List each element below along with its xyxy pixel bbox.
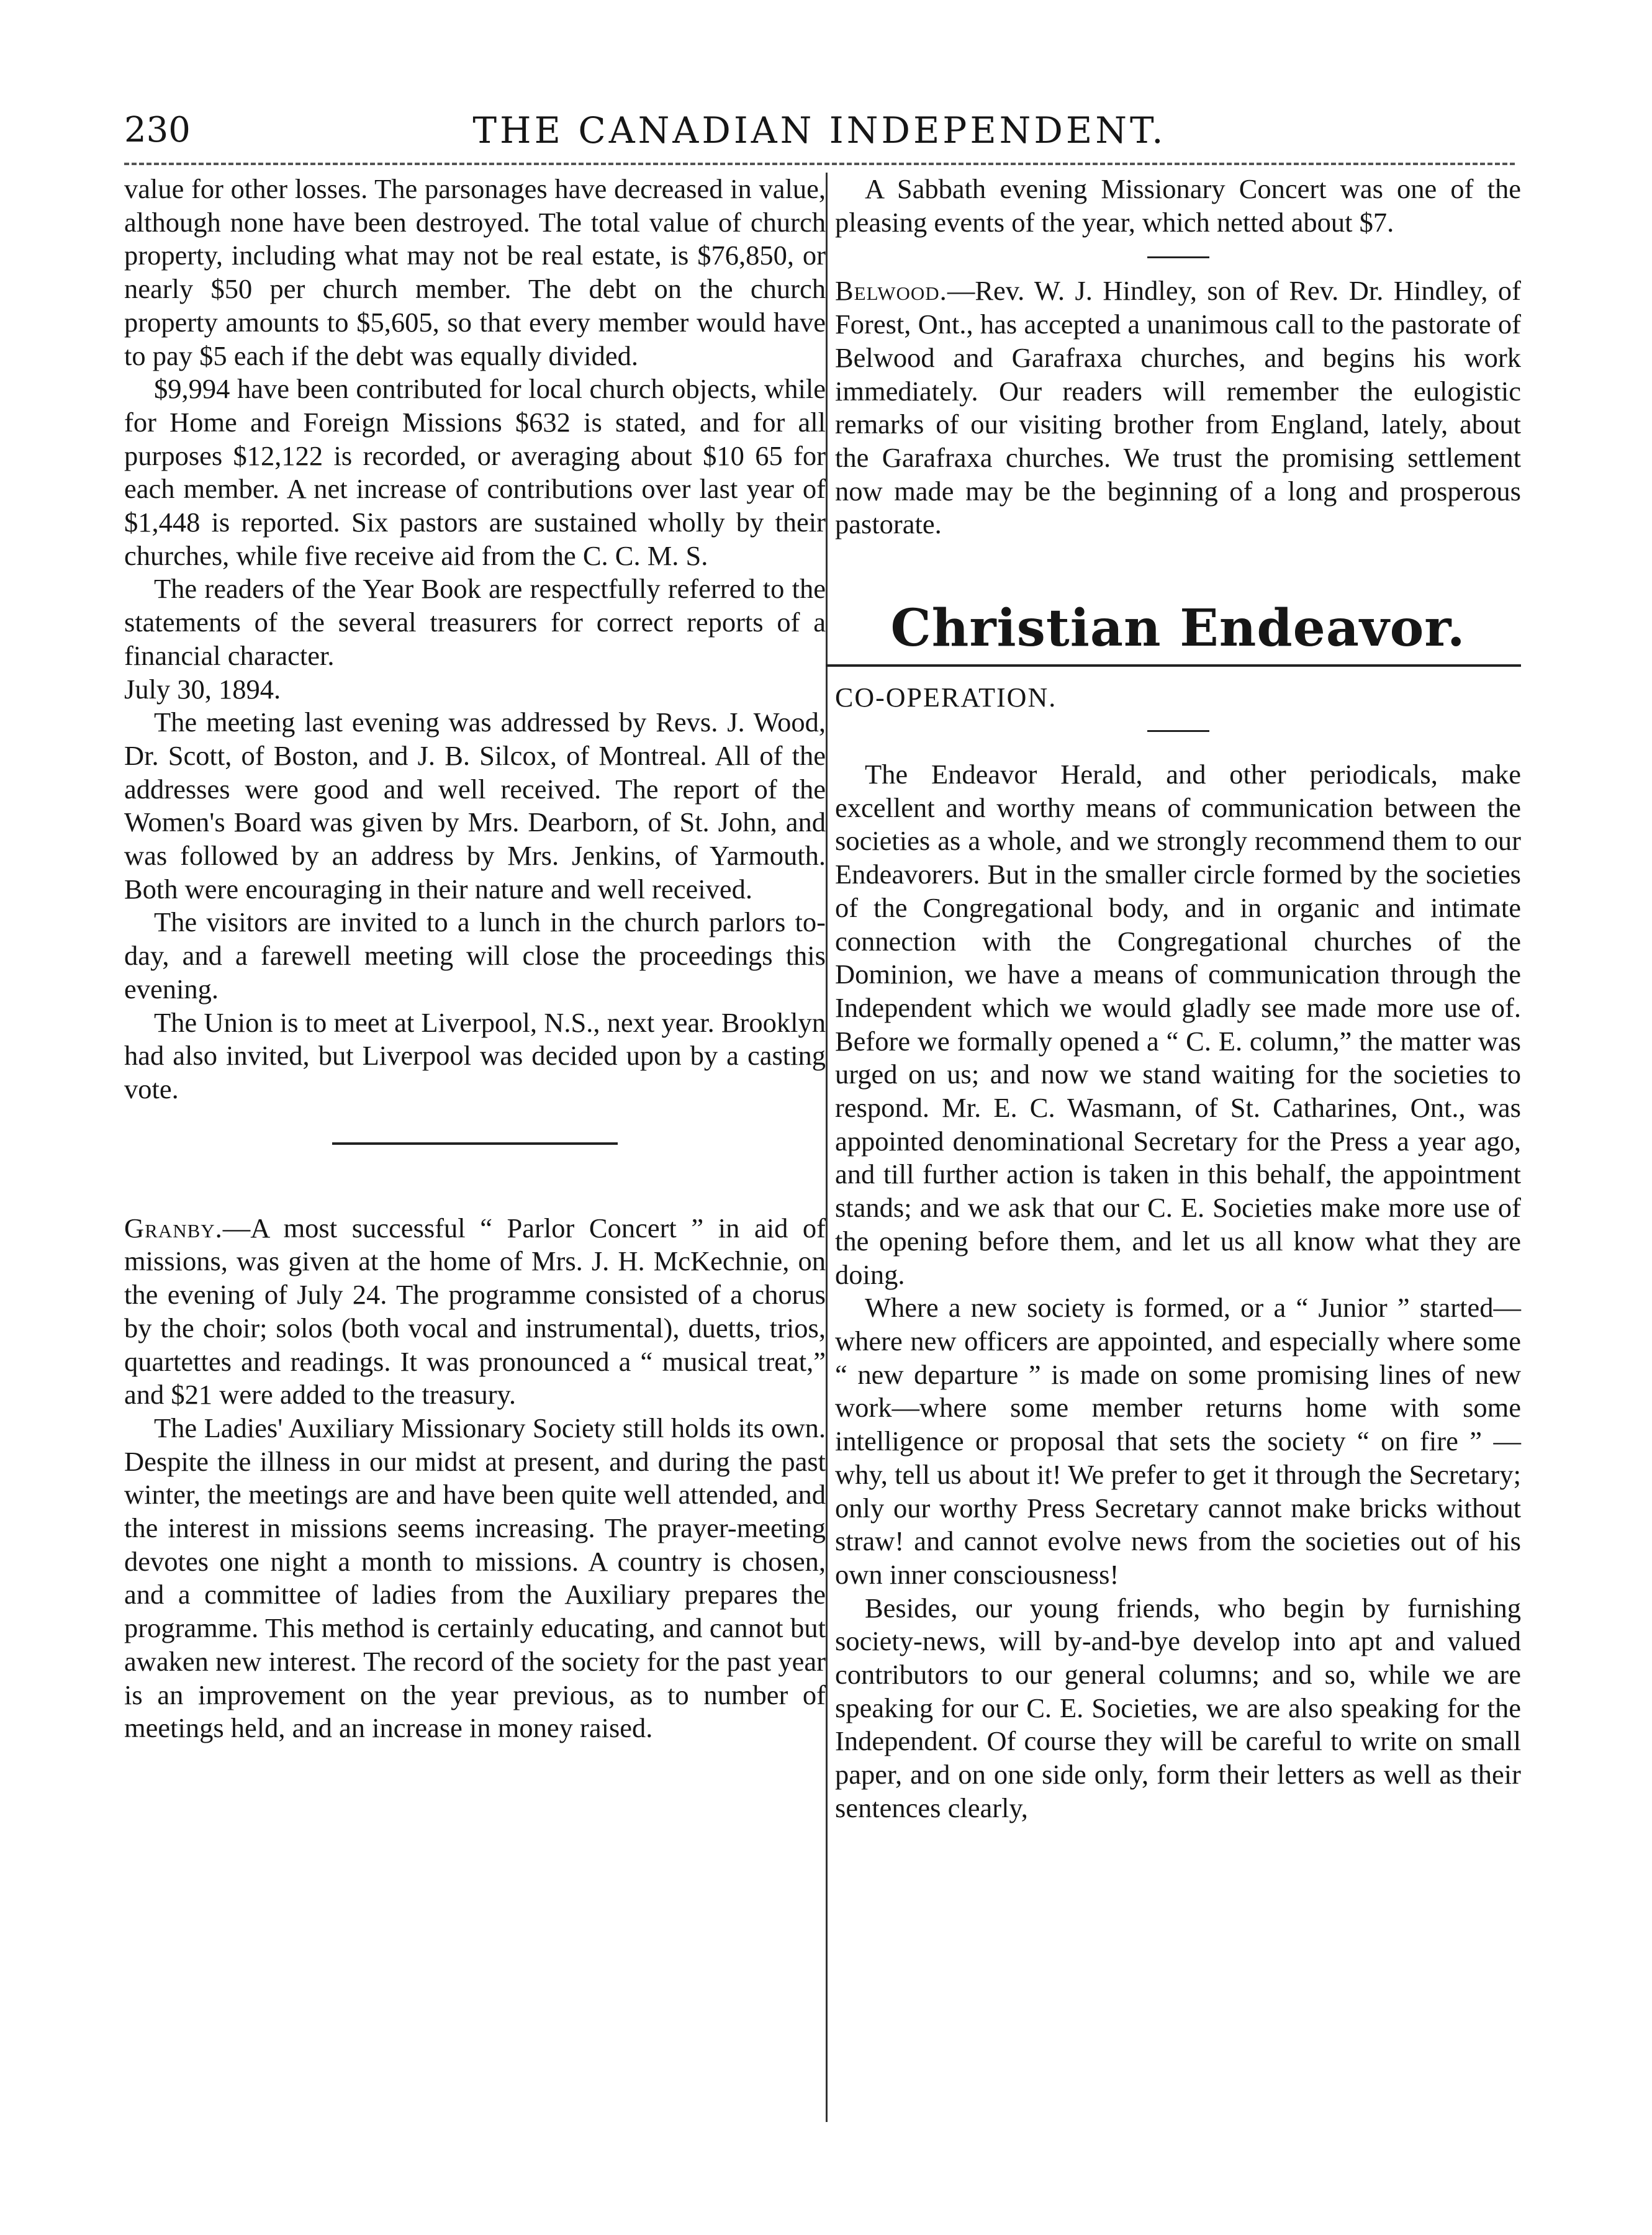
section-title: Christian Endeavor. (890, 598, 1466, 659)
belwood-item (835, 274, 1521, 541)
page-number: 230 (124, 110, 191, 150)
paragraph: The meeting last evening was addressed by Revs. J. Wood, Dr. Scott, of Boston, and J. B. Silcox, of Montreal. All of the addresses were good and well received. The report of the Women's Board was given by Mrs. Dearborn, of St. John, and was followed by an address by Mrs. Jenkins, of Yarmouth. Both were encouraging in their nature and well received. (124, 707, 826, 905)
paragraph: The Ladies' Auxiliary Missionary Society still holds its own. Despite the illness in our midst at present, and during the past winter, the meetings are and have been quite well attended, and the interest in missions seems increasing. The prayer-meeting devotes one night a month to missions. A country is chosen, and a committee of ladies from the Auxiliary prepares the programme. This method is certainly educating, and cannot but awaken new interest. The record of the society for the past year is an improvement on the year previous, as to number of meetings held, and an increase in money raised. (124, 1412, 826, 1744)
paragraph: A Sabbath evening Missionary Concert was one of the pleasing events of the year, which netted about $7. (835, 173, 1521, 238)
item-separator (1147, 256, 1209, 258)
item-lead: Belwood. (835, 275, 947, 307)
publication-title: THE CANADIAN INDEPENDENT. (472, 109, 1167, 151)
page-header (124, 106, 1515, 161)
paragraph: The Endeavor Herald, and other periodicals, make excellent and worthy means of communication between the societies as a whole, and we strongly recommend them to our Endeavorers. But in the smaller circle formed by the societies of the Congregational body, and in organic and intimate connection with the Congregational churches of the Dominion, we have a means of communication through the Independent which we would gladly see made more use of. Before we formally opened a “ C. E. column,” the matter was urged on us; and now we stand waiting for the societies to respond. Mr. E. C. Wasmann, of St. Catharines, Ont., was appointed denominational Secretary for the Press a year ago, and till further action is taken in this behalf, the appointment stands; and we ask that our C. E. Societies make more use of the opening before them, and let us all know what they are doing. (835, 759, 1521, 1290)
paragraph: Besides, our young friends, who begin by furnishing society-news, will by-and-bye develop into apt and valued contributors to our general columns; and so, while we are speaking for our C. E. Societies, we are also speaking for the Independent. Of course they will be careful to write on small paper, and on one side only, form their letters as well as their sentences clearly, (835, 1592, 1521, 1823)
item-text: —Rev. W. J. Hindley, son of Rev. Dr. Hindley, of Forest, Ont., has accepted a unanimous call to the pastorate of Belwood and Garafraxa churches, and begins his work immediately. Our readers will remember the eulogistic remarks of our visiting brother from England, lately, about the Garafraxa churches. We trust the promising settlement now made may be the beginning of a long and prosperous pastorate. (835, 275, 1521, 540)
item-text: —A most successful “ Parlor Concert ” in aid of missions, was given at the home of Mrs. J. H. McKechnie, on the evening of July 24. The programme consisted of a chorus by the choir; solos (both vocal and instrumental), duetts, trios, quartettes and readings. It was pronounced a “ musical treat,” and $21 were added to the treasury. (124, 1212, 826, 1411)
paragraph: value for other losses. The parsonages have decreased in value, although none have been destroyed. The total value of church property, including what may not be real estate, is $76,850, or nearly $50 per church member. The debt on the church property amounts to $5,605, so that every member would have to pay $5 each if the debt was equally divided. (124, 173, 826, 371)
paragraph: The visitors are invited to a lunch in the church parlors to-day, and a farewell meeting will close the proceedings this evening. (124, 906, 826, 1005)
paragraph: The readers of the Year Book are respectfully referred to the statements of the several treasurers for correct reports of a financial character. (124, 573, 826, 671)
section-title-rule (826, 664, 1521, 667)
item-lead: Granby. (124, 1212, 223, 1244)
dateline: July 30, 1894. (124, 673, 281, 705)
granby-item (124, 1212, 826, 1412)
paragraph: $9,994 have been contributed for local church objects, while for Home and Foreign Missions $632 is stated, and for all purposes $12,122 is recorded, or averaging about $10 65 for each member. A net increase of contributions over last year of $1,448 is reported. Six pastors are sustained wholly by their churches, while five receive aid from the C. C. M. S. (124, 373, 826, 571)
paragraph: Where a new society is formed, or a “ Junior ” started—where new officers are appointed, and especially where some “ new departure ” is made on some promising lines of new work—where some member returns home with some intelligence or proposal that sets the society “ on fire ” —why, tell us about it! We prefer to get it through the Secretary; only our worthy Press Secretary cannot make bricks without straw! and cannot evolve news from the societies out of his own inner consciousness! (835, 1292, 1521, 1590)
right-column (835, 173, 1521, 1825)
subhead-separator (1147, 730, 1209, 732)
paragraph: The Union is to meet at Liverpool, N.S., next year. Brooklyn had also invited, but Liverpool was decided upon by a casting vote. (124, 1006, 826, 1104)
left-column (124, 173, 826, 1745)
section-separator (332, 1142, 618, 1145)
column-divider (826, 173, 828, 2122)
article-subhead: CO-OPERATION. (835, 682, 1057, 713)
header-rule (124, 163, 1515, 165)
